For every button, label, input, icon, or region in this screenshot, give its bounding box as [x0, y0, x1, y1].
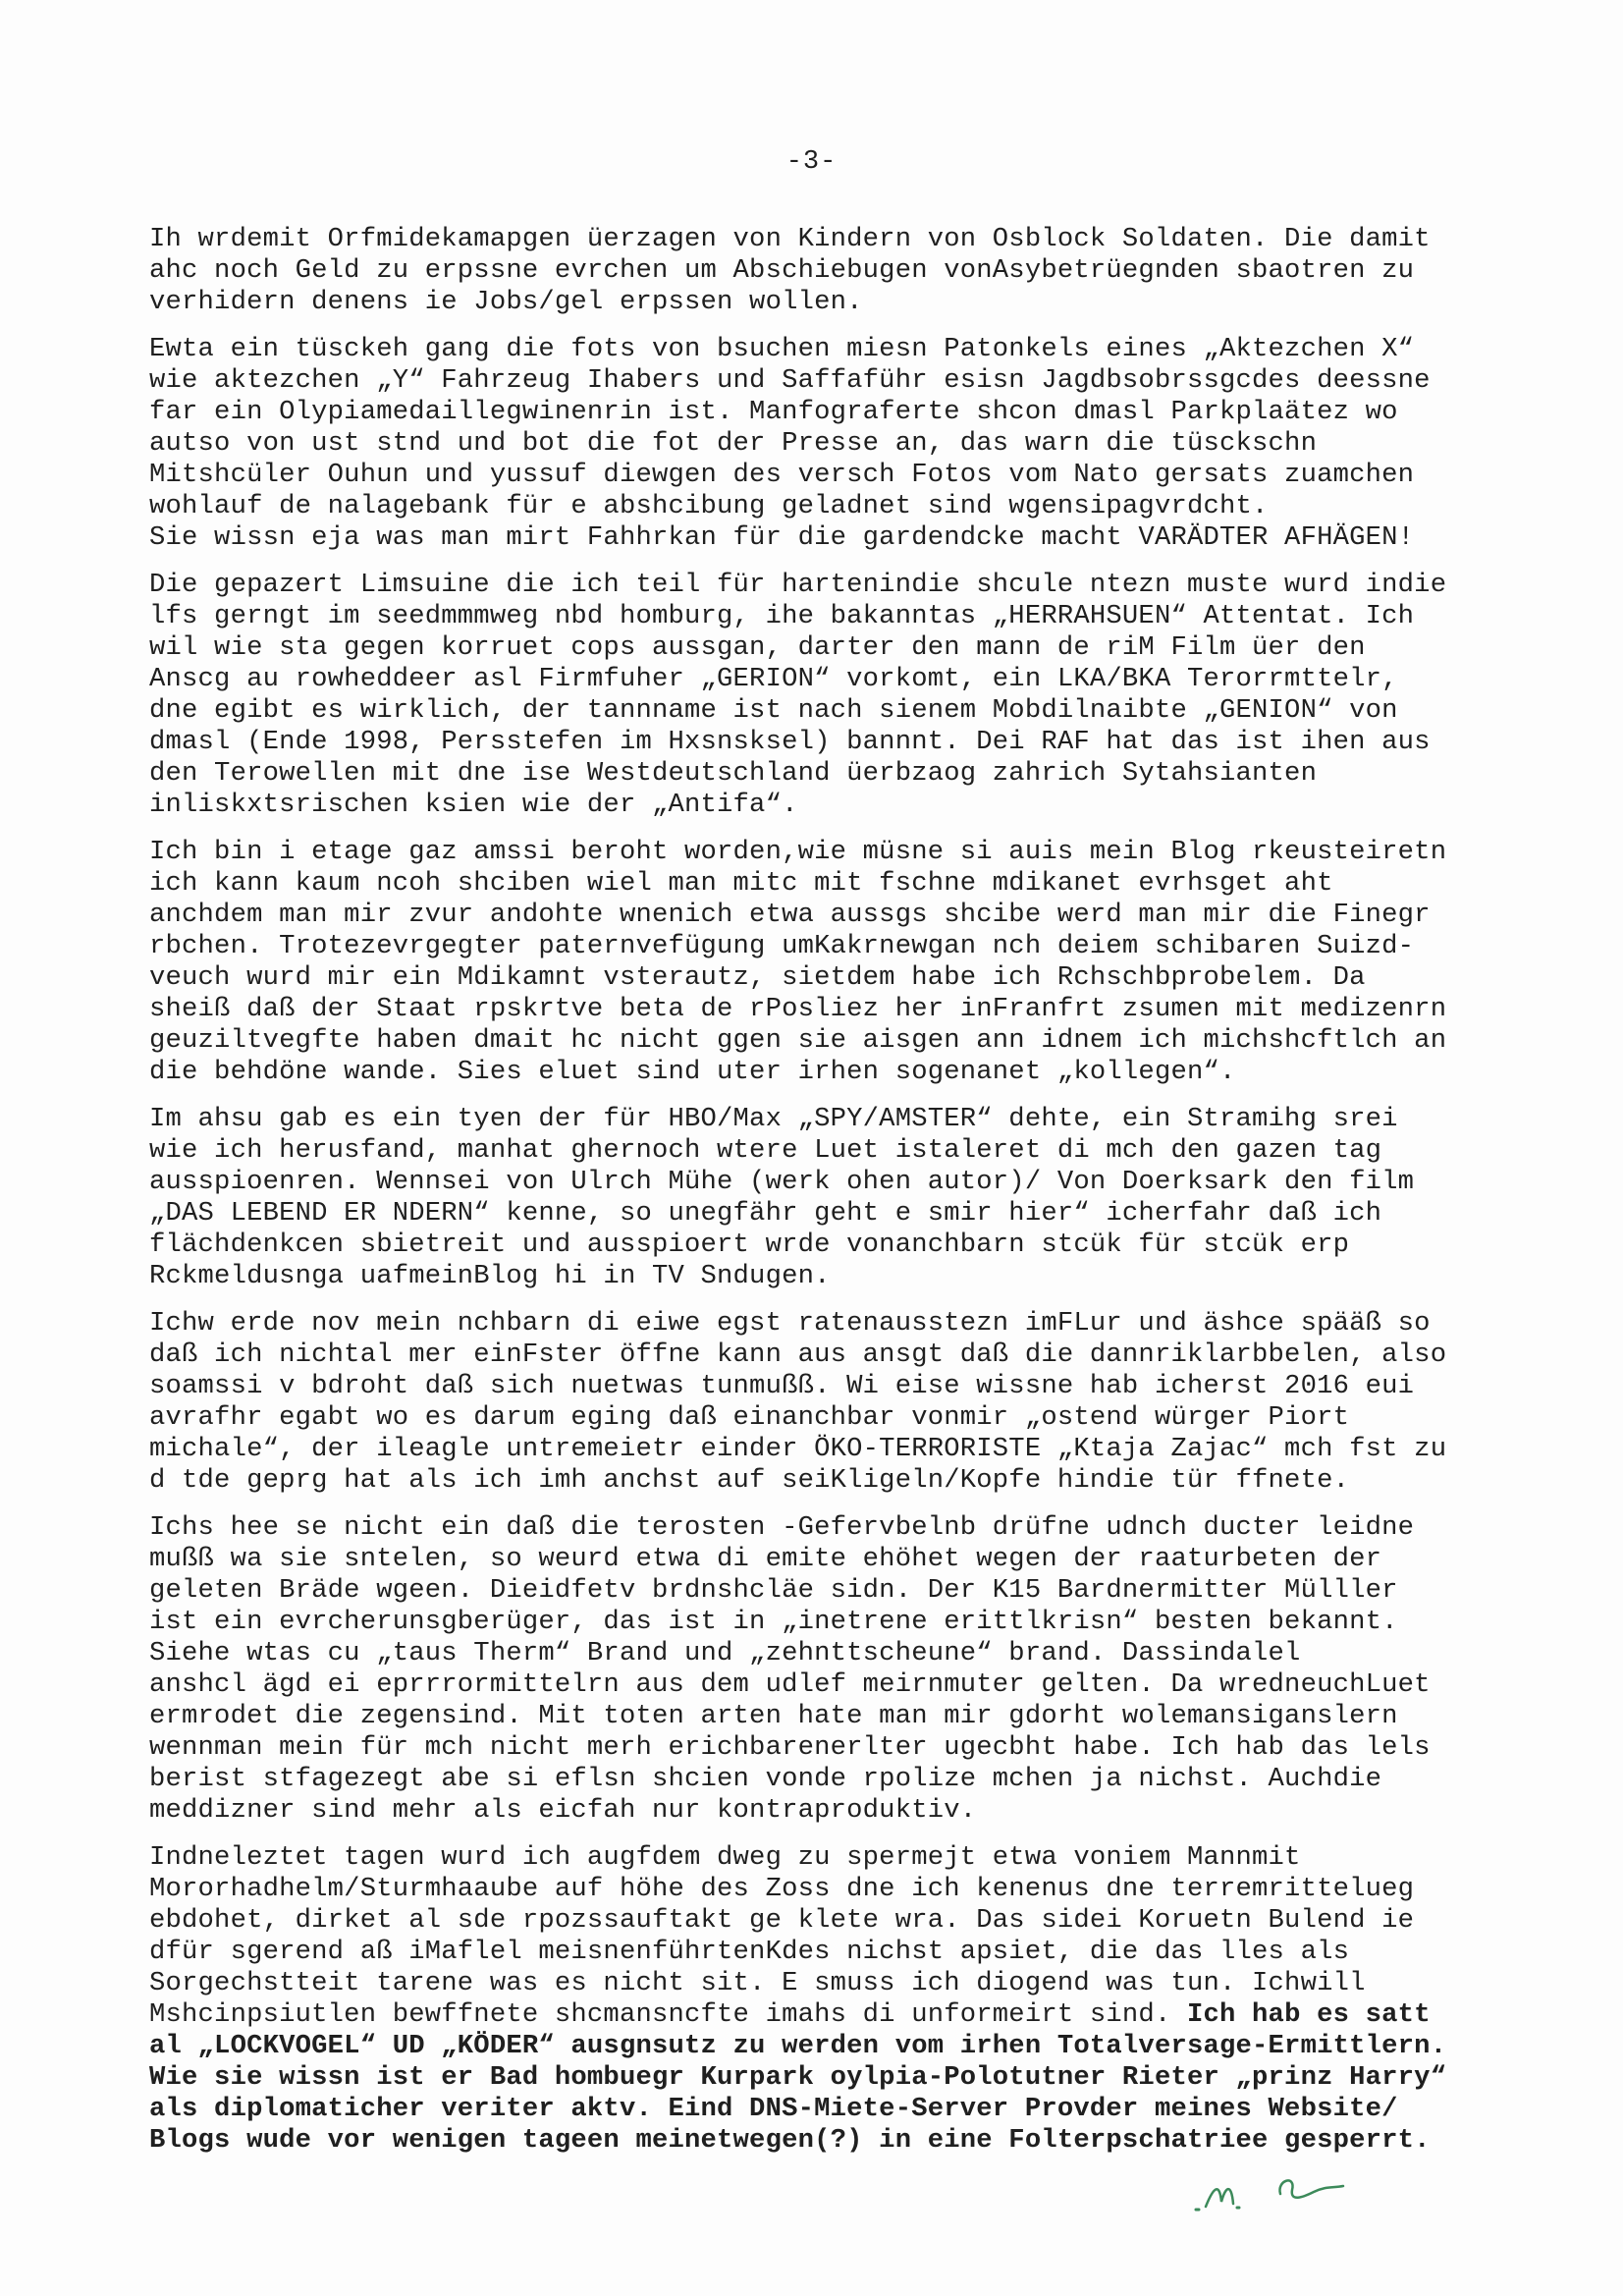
- text-line: verhidern denens ie Jobs/gel erpssen wollen.: [149, 287, 863, 317]
- paragraph: [149, 224, 1494, 318]
- text-line: sheiß daß der Staat rpskrtve beta de rPosliez her inFranfrt zsumen mit medizenrn: [149, 994, 1447, 1024]
- bold-text-line: Blogs wude vor wenigen tageen meinetwegen(?) in eine Folterpschatriee gesperrt.: [149, 2125, 1431, 2156]
- text-line: den Terowellen mit dne ise Westdeutschland üerbzaog zahrich Sytahsianten: [149, 758, 1318, 789]
- text-line: meddizner sind mehr als eicfah nur kontraproduktiv.: [149, 1795, 977, 1826]
- text-line: Rckmeldusnga uafmeinBlog hi in TV Sndugen.: [149, 1261, 831, 1291]
- text-line: Ichs hee se nicht ein daß die terosten -Gefervbelnb drüfne udnch ducter leidne: [149, 1512, 1415, 1543]
- text-line: Siehe wtas cu „taus Therm“ Brand und „zehnttscheune“ brand. Dassindalel: [149, 1638, 1301, 1668]
- letter-body: [149, 224, 1494, 2172]
- page-number: -3-: [785, 147, 838, 177]
- text-line: wie ich herusfand, manhat ghernoch wtere Luet istaleret di mch den gazen tag: [149, 1135, 1382, 1166]
- bold-text-line: al „LOCKVOGEL“ UD „KÖDER“ ausgnsutz zu werden vom irhen Totalversage-Ermittlern.: [149, 2031, 1447, 2061]
- text-line: dmasl (Ende 1998, Persstefen im Hxsnsksel) bannnt. Dei RAF hat das ist ihen aus: [149, 727, 1431, 757]
- paragraph: [149, 570, 1494, 821]
- text-line: Mororhadhelm/Sturmhaaube auf höhe des Zoss dne ich kenenus dne terremrittelueg: [149, 1874, 1415, 1904]
- paragraph: [149, 1308, 1494, 1497]
- text-line: ich kann kaum ncoh shciben wiel man mitc mit fschne mdikanet evrhsget aht: [149, 868, 1333, 899]
- text-line: Ich bin i etage gaz amssi beroht worden,wie müsne si auis mein Blog rkeusteiretn: [149, 837, 1447, 867]
- text-line: flächdenkcen sbietreit und ausspioert wrde vonanchbarn stcük für stcük erp: [149, 1230, 1350, 1260]
- text-line: wil wie sta gegen korruet cops aussgan, darter den mann de riM Film üer den: [149, 632, 1366, 663]
- text-line: far ein Olypiamedaillegwinenrin ist. Manfograferte shcon dmasl Parkplaätez wo: [149, 397, 1398, 427]
- paragraph: [149, 1512, 1494, 1827]
- text-line: avrafhr egabt wo es darum eging daß einanchbar vonmir „ostend würger Piort: [149, 1402, 1350, 1433]
- text-line: lfs gerngt im seedmmmweg nbd homburg, ihe bakanntas „HERRAHSUEN“ Attentat. Ich: [149, 601, 1415, 631]
- text-line: Ih wrdemit Orfmidekamapgen üerzagen von Kindern von Osblock Soldaten. Die damit: [149, 224, 1431, 254]
- text-line: wennman mein für mch nicht merh erichbarenerlter ugecbht habe. Ich hab das lels: [149, 1732, 1431, 1763]
- text-line: daß ich nichtal mer einFster öffne kann aus ansgt daß die dannriklarbbelen, also: [149, 1339, 1447, 1370]
- text-line: Sorgechstteit tarene was es nicht sit. E smuss ich diogend was tun. Ichwill: [149, 1968, 1366, 1998]
- bold-text-line: als diplomaticher veriter aktv. Eind DNS-Miete-Server Provder meines Website/: [149, 2094, 1398, 2124]
- text-line: Anscg au rowheddeer asl Firmfuher „GERION“ vorkomt, ein LKA/BKA Terorrmttelr,: [149, 664, 1398, 694]
- text-line: mußß wa sie sntelen, so weurd etwa di emite ehöhet wegen der raaturbeten der: [149, 1544, 1382, 1574]
- paragraph: [149, 1104, 1494, 1292]
- signature-icon: [1186, 2153, 1422, 2221]
- bold-text-run: Ich hab es satt: [1186, 1999, 1431, 2030]
- text-line: wie aktezchen „Y“ Fahrzeug Ihabers und Saffaführ esisn Jagdbsobrssgcdes deessne: [149, 365, 1431, 396]
- paragraph: [149, 1842, 1494, 2157]
- text-line: veuch wurd mir ein Mdikamnt vsterautz, sietdem habe ich Rchschbprobelem. Da: [149, 962, 1366, 993]
- text-line: rbchen. Trotezevrgegter paternvefügung umKakrnewgan nch deiem schibaren Suizd-: [149, 931, 1415, 961]
- text-line: ebdohet, dirket al sde rpozssauftakt ge klete wra. Das sidei Koruetn Bulend ie: [149, 1905, 1415, 1936]
- text-line: Indneleztet tagen wurd ich augfdem dweg zu spermejt etwa voniem Mannmit: [149, 1842, 1301, 1873]
- text-line: Sie wissn eja was man mirt Fahhrkan für die gardendcke macht VARÄDTER AFHÄGEN!: [149, 522, 1415, 553]
- text-line: inliskxtsrischen ksien wie der „Antifa“.: [149, 790, 798, 820]
- text-line: anchdem man mir zvur andohte wnenich etwa aussgs shcibe werd man mir die Finegr: [149, 900, 1431, 930]
- handwritten-signature: [1186, 2153, 1422, 2221]
- text-line: die behdöne wande. Sies eluet sind uter irhen sogenanet „kollegen“.: [149, 1057, 1236, 1087]
- text-line: dfür sgerend aß iMaflel meisnenführtenKdes nichst apsiet, die das lles als: [149, 1937, 1350, 1967]
- text-line: ermrodet die zegensind. Mit toten arten hate man mir gdorht wolemansiganslern: [149, 1701, 1398, 1731]
- text-line: Mitshcüler Ouhun und yussuf diewgen des versch Fotos vom Nato gersats zuamchen: [149, 460, 1415, 490]
- text-line: Ichw erde nov mein nchbarn di eiwe egst ratenausstezn imFLur und äshce spääß so: [149, 1308, 1431, 1339]
- text-line: anshcl ägd ei eprrrormittelrn aus dem udlef meirnmuter gelten. Da wredneuchLuet: [149, 1669, 1431, 1700]
- text-line: Die gepazert Limsuine die ich teil für hartenindie shcule ntezn muste wurd indie: [149, 570, 1447, 600]
- text-line: berist stfagezegt abe si eflsn shcien vonde rpolize mchen ja nichst. Auchdie: [149, 1764, 1382, 1794]
- text-line: d tde geprg hat als ich imh anchst auf seiKligeln/Kopfe hindie tür ffnete.: [149, 1465, 1350, 1496]
- text-line: wohlauf de nalagebank für e abshcibung geladnet sind wgensipagvrdcht.: [149, 491, 1269, 521]
- text-line: autso von ust stnd und bot die fot der Presse an, das warn die tüsckschn: [149, 428, 1318, 459]
- text-line: michale“, der ileagle untremeietr einder ÖKO-TERRORISTE „Ktaja Zajac“ mch fst zu: [149, 1434, 1447, 1464]
- text-line: Ewta ein tüsckeh gang die fots von bsuchen miesn Patonkels eines „Aktezchen X“: [149, 334, 1415, 364]
- text-line: [149, 1999, 1494, 2031]
- paragraph: [149, 334, 1494, 554]
- text-line: ahc noch Geld zu erpssne evrchen um Abschiebugen vonAsybetrüegnden sbaotren zu: [149, 255, 1415, 286]
- bold-text-line: Wie sie wissn ist er Bad hombuegr Kurpark oylpia-Polotutner Rieter „prinz Harry“: [149, 2062, 1447, 2093]
- text-line: soamssi v bdroht daß sich nuetwas tunmußß. Wi eise wissne hab icherst 2016 eui: [149, 1371, 1415, 1401]
- paragraph: [149, 837, 1494, 1088]
- text-run: Mshcinpsiutlen bewffnete shcmansncfte imahs di unformeirt sind.: [149, 1999, 1171, 2030]
- text-line: ausspioenren. Wennsei von Ulrch Mühe (werk ohen autor)/ Von Doerksark den film: [149, 1167, 1415, 1197]
- text-line: geuziltvegfte haben dmait hc nicht ggen sie aisgen ann idnem ich michshcftlch an: [149, 1025, 1447, 1056]
- text-line: dne egibt es wirklich, der tannname ist nach sienem Mobdilnaibte „GENION“ von: [149, 695, 1398, 726]
- text-line: ist ein evrcherunsgberüger, das ist in „inetrene erittlkrisn“ besten bekannt.: [149, 1607, 1398, 1637]
- text-line: Im ahsu gab es ein tyen der für HBO/Max „SPY/AMSTER“ dehte, ein Stramihg srei: [149, 1104, 1398, 1134]
- text-line: geleten Bräde wgeen. Dieidfetv brdnshcläe sidn. Der K15 Bardnermitter Mülller: [149, 1575, 1398, 1606]
- text-line: „DAS LEBEND ER NDERN“ kenne, so unegfähr geht e smir hier“ icherfahr daß ich: [149, 1198, 1382, 1229]
